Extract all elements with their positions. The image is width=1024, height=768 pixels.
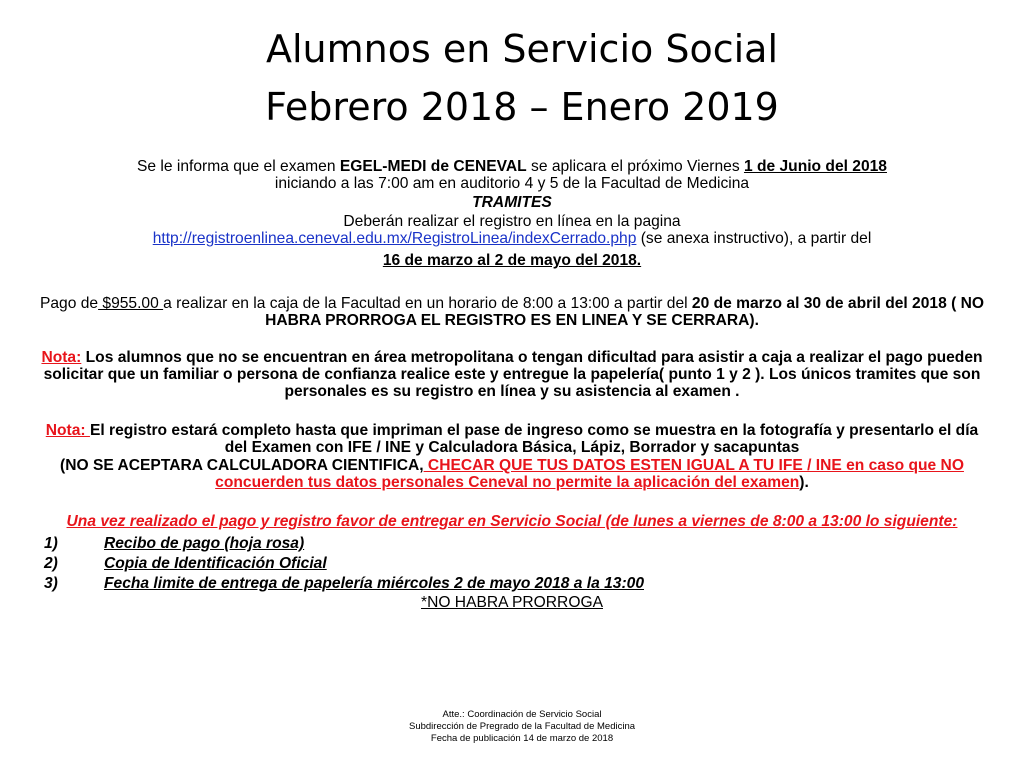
nota-1 <box>36 349 988 400</box>
registration-text: Deberán realizar el registro en línea en la pagina <box>343 213 681 230</box>
payment-note: ( NO HABRA PRORROGA EL REGISTRO ES EN LINEA Y SE CERRARA). <box>265 295 985 329</box>
payment-text-1: Pago de <box>39 295 99 312</box>
list-item-number: 2) <box>44 555 58 572</box>
exam-text-2: se aplicara el próximo Viernes <box>526 158 744 175</box>
registration-dates: 16 de marzo al 2 de mayo del 2018. <box>382 252 642 269</box>
title-line-1: Alumnos en Servicio Social <box>265 27 779 71</box>
payment-amount: $955.00 <box>98 295 164 312</box>
calculator-warning-text: (NO SE ACEPTARA CALCULADORA CIENTIFICA <box>60 457 420 474</box>
document-body <box>36 158 988 611</box>
nota-2-label: Nota: <box>45 422 90 439</box>
warning-close: ). <box>799 474 809 491</box>
list-item <box>36 554 988 574</box>
footer-line-2: Subdirección de Pregrado de la Facultad de Medicina <box>408 721 636 732</box>
delivery-list <box>36 534 988 594</box>
exam-location: iniciando a las 7:00 am en auditorio 4 y 5 de la Facultad de Medicina <box>274 175 750 192</box>
title-line-2: Febrero 2018 – Enero 2019 <box>265 85 779 129</box>
tramites-heading: TRAMITES <box>472 194 552 211</box>
registration-info <box>36 213 988 247</box>
list-item-number: 3) <box>44 575 58 592</box>
footer <box>0 709 1024 745</box>
nota-1-text: Los alumnos que no se encuentran en área metropolitana o tengan dificultad para asistir a caja a realizar el pago pueden solicitar que un familiar o persona de confianza realice este y entregue la papelería( punto 1 y 2 ). Los únicos tramites que son personales es su registro en línea y su asistencia al examen . <box>43 349 983 400</box>
exam-text-1: Se le informa que el examen <box>137 158 340 175</box>
list-item-text: Fecha limite de entrega de papelería miércoles 2 de mayo 2018 a la 13:00 <box>104 575 644 592</box>
page-title <box>0 20 1024 136</box>
delivery-intro: Una vez realizado el pago y registro favor de entregar en Servicio Social (de lunes a viernes de 8:00 a 13:00 lo siguiente: <box>66 513 958 530</box>
nota-1-label: Nota: <box>41 349 82 366</box>
payment-dates: 20 de marzo al 30 de abril del 2018 <box>691 295 947 312</box>
nota-2-text: El registro estará completo hasta que impriman el pase de ingreso como se muestra en la fotografía y presentarlo el día del Examen con IFE / INE y Calculadora Básica, Lápiz, Borrador y sacapuntas <box>89 422 979 456</box>
no-prorroga: *NO HABRA PRORROGA <box>421 594 603 611</box>
nota-2 <box>36 422 988 456</box>
warning-comma: , <box>419 457 424 474</box>
exam-announcement <box>36 158 988 192</box>
list-item <box>36 534 988 554</box>
footer-line-3: Fecha de publicación 14 de marzo de 2018 <box>430 733 614 744</box>
list-item-text: Copia de Identificación Oficial <box>104 555 327 572</box>
registration-text-2: (se anexa instructivo), a partir del <box>636 230 872 247</box>
list-item <box>36 574 988 594</box>
exam-name: EGEL-MEDI de CENEVAL <box>339 158 527 175</box>
list-item-text: Recibo de pago (hoja rosa) <box>104 535 305 552</box>
exam-date: 1 de Junio del 2018 <box>743 158 887 175</box>
list-item-number: 1) <box>44 535 58 552</box>
payment-text-2: a realizar en la caja de la Facultad en un horario de 8:00 a 13:00 a partir del <box>163 295 692 312</box>
payment-paragraph <box>36 295 988 329</box>
ife-warning: CHECAR QUE TUS DATOS ESTEN IGUAL A TU IFE / INE en caso que NO concuerden tus datos personales Ceneval no permite la aplicación del examen <box>215 457 964 491</box>
registration-link[interactable]: http://registroenlinea.ceneval.edu.mx/RegistroLinea/indexCerrado.php <box>152 230 637 247</box>
footer-line-1: Atte.: Coordinación de Servicio Social <box>442 709 602 720</box>
calculator-warning <box>36 457 988 491</box>
